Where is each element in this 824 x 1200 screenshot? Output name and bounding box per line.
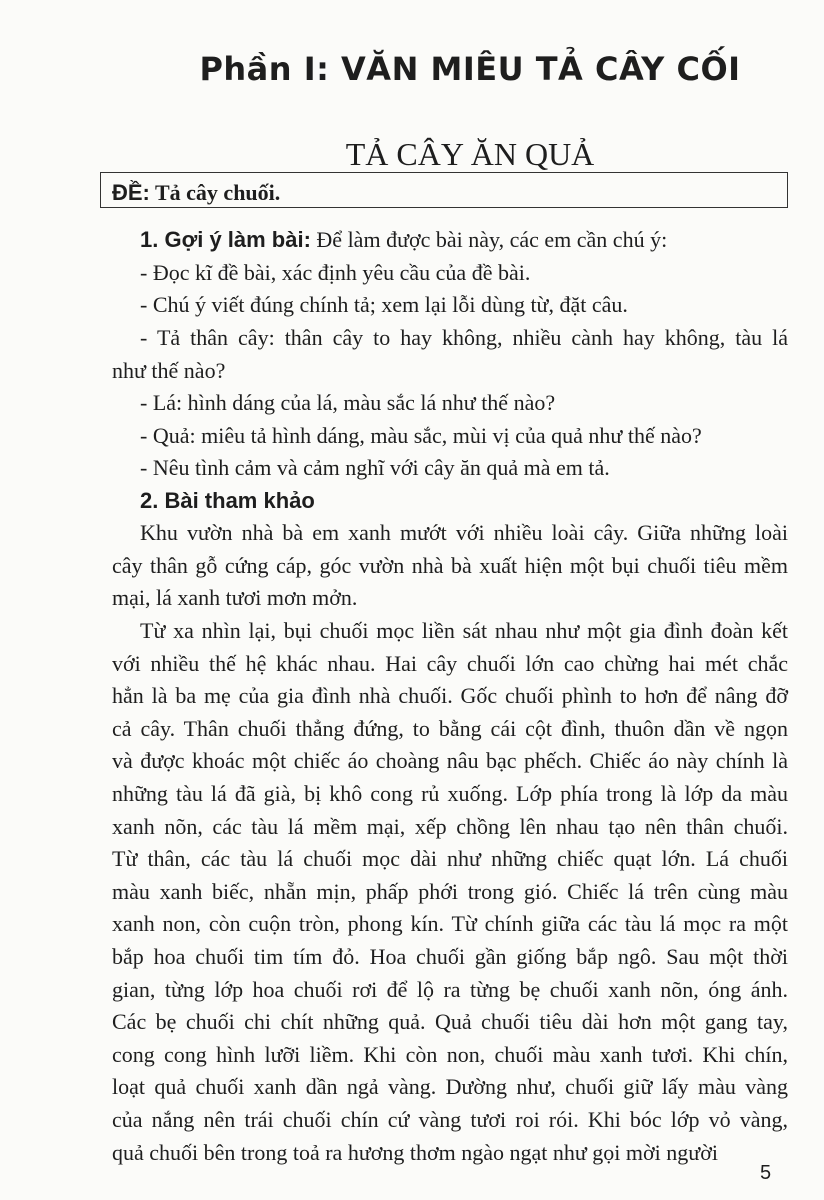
assignment <box>112 180 280 206</box>
paragraph-line: loạt quả chuối xanh dần ngả vàng. Dường như, chuối giữ lấy màu vàng <box>112 1074 788 1100</box>
paragraph-line: cả cây. Thân chuối thẳng đứng, to bằng cái cột đình, thuôn dần về ngọn <box>112 715 788 741</box>
paragraph-line: những tàu lá đã già, bị khô cong rủ xuống. Lớp phía trong là lớp da màu <box>112 781 788 806</box>
paragraph-line: của nắng nên trái chuối chín cứ vàng tươi roi rói. Khi bóc lớp vỏ vàng, <box>112 1107 788 1132</box>
paragraph-line: bắp hoa chuối tim tím đỏ. Hoa chuối gần giống bắp ngô. Sau một thời <box>112 944 788 969</box>
paragraph-line: Từ xa nhìn lại, bụi chuối mọc liền sát nhau như một gia đình đoàn kết <box>140 618 788 643</box>
paragraph-line: xanh nõn, các tàu lá mềm mại, xếp chồng lên nhau tạo nên thân chuối. <box>112 813 788 839</box>
section-title: TẢ CÂY ĂN QUẢ <box>345 136 595 172</box>
guide-item: - Tả thân cây: thân cây to hay không, nhiều cành hay không, tàu lá <box>140 325 788 350</box>
assignment-text: Tả cây chuối. <box>149 180 281 205</box>
paragraph-line: cong cong hình lưỡi liềm. Khi còn non, chuối màu xanh tươi. Khi chín, <box>112 1041 788 1067</box>
paragraph-line: và được khoác một chiếc áo choàng nâu bạc phếch. Chiếc áo này chính là <box>112 748 788 774</box>
paragraph-line: màu xanh biếc, nhẵn mịn, phấp phới trong gió. Chiếc lá trên cùng màu <box>112 878 788 904</box>
page-number: 5 <box>760 1162 772 1184</box>
guide-item: - Lá: hình dáng của lá, màu sắc lá như thế nào? <box>140 390 556 415</box>
paragraph-line: với nhiều thế hệ khác nhau. Hai cây chuối lớn cao chừng hai mét chắc <box>112 650 788 676</box>
assignment-label: ĐỀ: <box>112 180 150 205</box>
paragraph-line: Các bẹ chuối chi chít những quả. Quả chuối tiêu dài hơn một gang tay, <box>112 1009 788 1035</box>
paragraph-line: quả chuối bên trong toả ra hương thơm ngào ngạt như gọi mời người <box>112 1139 718 1165</box>
paragraph-line: gian, từng lớp hoa chuối rơi để lộ ra từng bẹ chuối xanh nõn, óng ánh. <box>112 976 788 1002</box>
guide-item: - Đọc kĩ đề bài, xác định yêu cầu của đề bài. <box>140 260 531 285</box>
guide-heading: 1. Gợi ý làm bài: <box>140 227 311 252</box>
guide-item: - Quả: miêu tả hình dáng, màu sắc, mùi vị của quả như thế nào? <box>140 423 702 448</box>
guide-item-cont: như thế nào? <box>112 358 226 383</box>
paragraph-line: cây thân gỗ cứng cáp, góc vườn nhà bà xuất hiện một bụi chuối tiêu mềm <box>112 552 788 578</box>
paragraph-line: mại, lá xanh tươi mơn mởn. <box>112 585 358 611</box>
paragraph-line: Từ thân, các tàu lá chuối mọc dài như những chiếc quạt lớn. Lá chuối <box>112 846 788 872</box>
guide-intro: Để làm được bài này, các em cần chú ý: <box>310 227 668 252</box>
part-title: Phần I: VĂN MIÊU TẢ CÂY CỐI <box>199 50 741 88</box>
paragraph-line: hẳn là ba mẹ của gia đình nhà chuối. Gốc chuối phình to hơn để nâng đỡ <box>112 683 788 709</box>
paragraph-line: Khu vườn nhà bà em xanh mướt với nhiều loài cây. Giữa những loài <box>140 520 788 545</box>
reference-heading: 2. Bài tham khảo <box>140 488 315 513</box>
guide-item: - Nêu tình cảm và cảm nghĩ với cây ăn quả mà em tả. <box>140 455 610 480</box>
guide-heading-line <box>140 226 788 254</box>
paragraph-line: xanh non, còn cuộn tròn, phong kín. Từ chính giữa các tàu lá mọc ra một <box>112 911 788 937</box>
guide-item: - Chú ý viết đúng chính tả; xem lại lỗi dùng từ, đặt câu. <box>140 292 628 317</box>
